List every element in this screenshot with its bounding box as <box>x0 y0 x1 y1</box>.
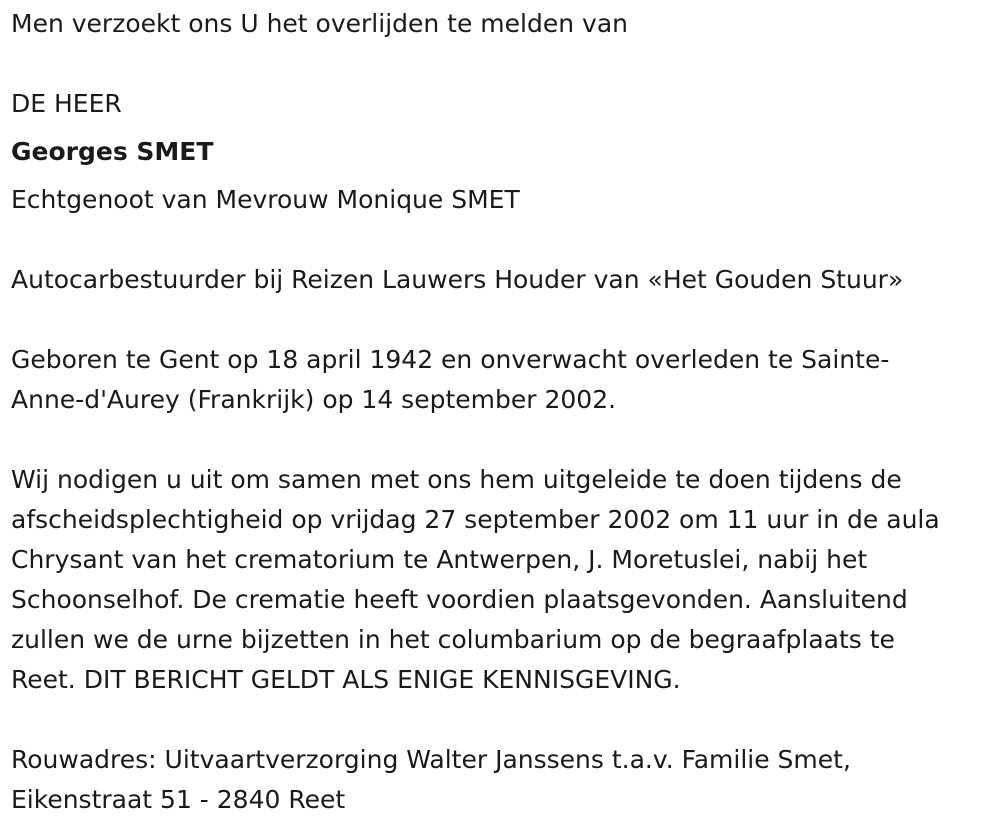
spouse-line: Echtgenoot van Mevrouw Monique SMET <box>11 185 520 214</box>
intro-text: Men verzoekt ons U het overlijden te melden van <box>11 9 628 38</box>
paragraph-line: Wij nodigen u uit om samen met ons hem uitgeleide te doen tijdens de <box>11 465 902 494</box>
honorific-title: DE HEER <box>11 89 122 118</box>
birth-death-paragraph <box>11 340 989 420</box>
paragraph-line: Geboren te Gent op 18 april 1942 en onverwacht overleden te Sainte- <box>11 345 890 374</box>
paragraph-line: afscheidsplechtigheid op vrijdag 27 september 2002 om 11 uur in de aula <box>11 505 940 534</box>
spacer <box>11 420 989 460</box>
address-paragraph <box>11 740 989 820</box>
paragraph-line: Reet. DIT BERICHT GELDT ALS ENIGE KENNISGEVING. <box>11 665 681 694</box>
paragraph-line: Eikenstraat 51 - 2840 Reet <box>11 785 346 814</box>
occupation-line: Autocarbestuurder bij Reizen Lauwers Houder van «Het Gouden Stuur» <box>11 265 904 294</box>
spacer <box>11 220 989 260</box>
paragraph-line: Anne-d'Aurey (Frankrijk) op 14 september 2002. <box>11 385 617 414</box>
deceased-name: Georges SMET <box>11 137 214 166</box>
ceremony-paragraph <box>11 460 989 700</box>
death-notice <box>11 4 989 820</box>
paragraph-line: Schoonselhof. De crematie heeft voordien plaatsgevonden. Aansluitend <box>11 585 908 614</box>
paragraph-line: zullen we de urne bijzetten in het columbarium op de begraafplaats te <box>11 625 895 654</box>
spacer <box>11 300 989 340</box>
paragraph-line: Chrysant van het crematorium te Antwerpen, J. Moretuslei, nabij het <box>11 545 868 574</box>
paragraph-line: Rouwadres: Uitvaartverzorging Walter Janssens t.a.v. Familie Smet, <box>11 745 851 774</box>
spacer <box>11 700 989 740</box>
